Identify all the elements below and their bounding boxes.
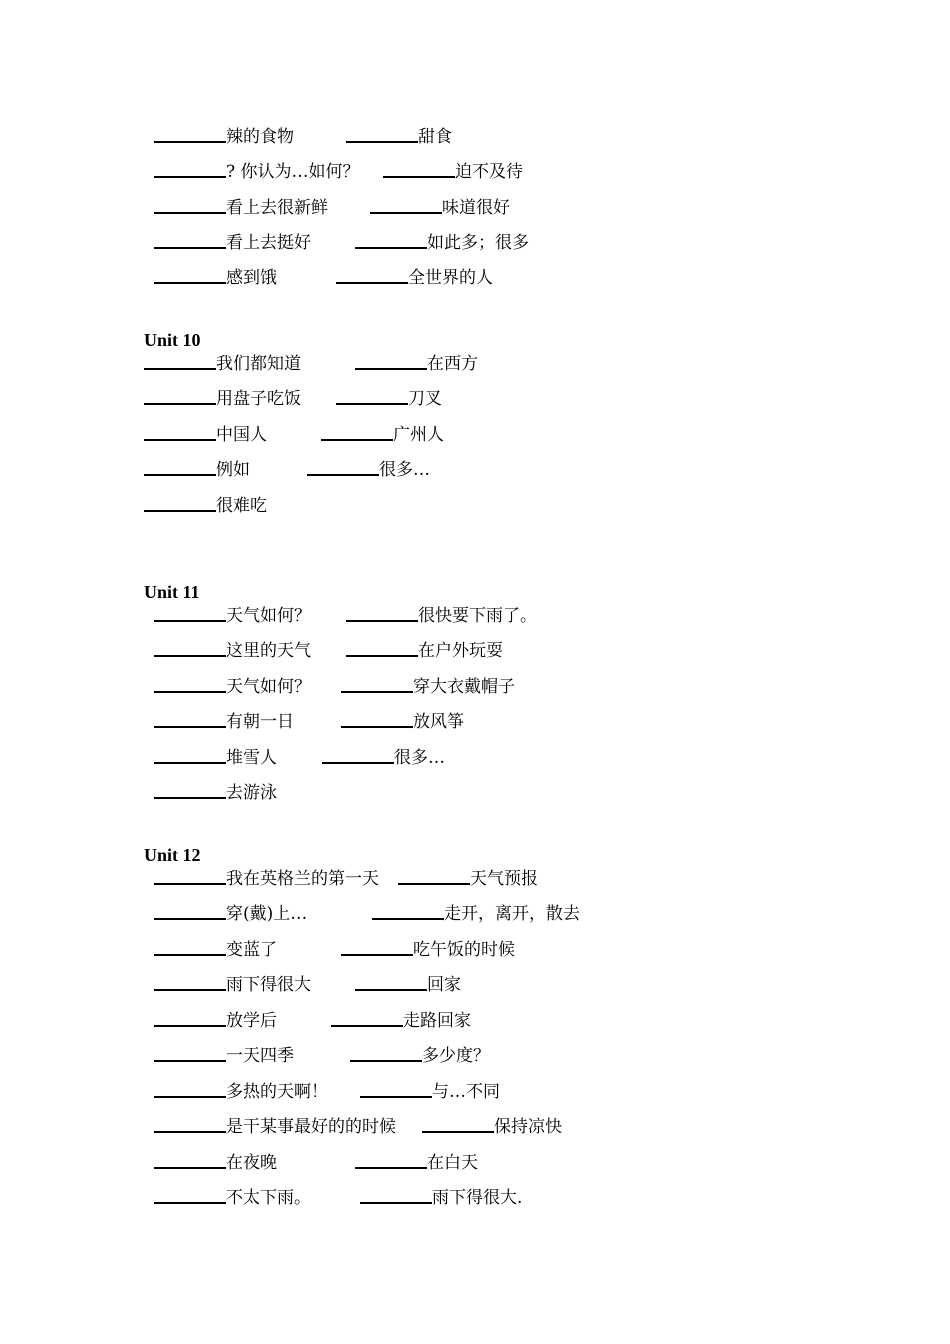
worksheet-row bbox=[154, 1114, 854, 1140]
prompt-text: 例如 bbox=[216, 460, 250, 480]
worksheet-row bbox=[144, 351, 844, 377]
prompt-text: 在西方 bbox=[427, 354, 478, 374]
prompt-text: 回家 bbox=[427, 975, 461, 995]
worksheet-row bbox=[144, 457, 844, 483]
answer-blank[interactable] bbox=[154, 937, 226, 956]
prompt-text: 吃午饭的时候 bbox=[413, 940, 515, 960]
prompt-text: 雨下得很大. bbox=[432, 1188, 523, 1208]
answer-blank[interactable] bbox=[422, 1114, 494, 1133]
worksheet-row bbox=[154, 901, 854, 927]
prompt-text: ? 你认为…如何？ bbox=[226, 162, 360, 182]
prompt-text: 我在英格兰的第一天 bbox=[226, 869, 379, 889]
prompt-text: 迫不及待 bbox=[455, 162, 523, 182]
prompt-text: 如此多；很多 bbox=[427, 233, 529, 253]
prompt-text: 在夜晚 bbox=[226, 1153, 277, 1173]
answer-blank[interactable] bbox=[154, 866, 226, 885]
answer-blank[interactable] bbox=[154, 1185, 226, 1204]
answer-blank[interactable] bbox=[346, 638, 418, 657]
prompt-text: 一天四季 bbox=[226, 1046, 294, 1066]
answer-blank[interactable] bbox=[154, 972, 226, 991]
worksheet-row bbox=[144, 386, 844, 412]
answer-blank[interactable] bbox=[321, 422, 393, 441]
prompt-text: 是干某事最好的的时候 bbox=[226, 1117, 396, 1137]
prompt-text: 天气预报 bbox=[470, 869, 538, 889]
worksheet-row bbox=[154, 674, 854, 700]
prompt-text: 很多… bbox=[394, 748, 445, 768]
worksheet-row bbox=[154, 709, 854, 735]
prompt-text: 看上去挺好 bbox=[226, 233, 311, 253]
prompt-text: 堆雪人 bbox=[226, 748, 277, 768]
answer-blank[interactable] bbox=[346, 603, 418, 622]
prompt-text: 甜食 bbox=[418, 127, 452, 147]
answer-blank[interactable] bbox=[144, 351, 216, 370]
prompt-text: 用盘子吃饭 bbox=[216, 389, 301, 409]
answer-blank[interactable] bbox=[360, 1185, 432, 1204]
worksheet-row bbox=[154, 603, 854, 629]
answer-blank[interactable] bbox=[144, 457, 216, 476]
prompt-text: 多热的天啊！ bbox=[226, 1082, 328, 1102]
answer-blank[interactable] bbox=[154, 709, 226, 728]
answer-blank[interactable] bbox=[341, 937, 413, 956]
worksheet-row bbox=[154, 780, 854, 806]
prompt-text: 全世界的人 bbox=[408, 268, 493, 288]
answer-blank[interactable] bbox=[355, 972, 427, 991]
worksheet-row bbox=[154, 1185, 854, 1211]
worksheet-row bbox=[154, 159, 854, 185]
worksheet-row bbox=[154, 1008, 854, 1034]
answer-blank[interactable] bbox=[154, 1079, 226, 1098]
prompt-text: 辣的食物 bbox=[226, 127, 294, 147]
worksheet-row bbox=[154, 972, 854, 998]
answer-blank[interactable] bbox=[322, 745, 394, 764]
answer-blank[interactable] bbox=[331, 1008, 403, 1027]
prompt-text: 不太下雨。 bbox=[226, 1188, 311, 1208]
worksheet-row bbox=[154, 1079, 854, 1105]
prompt-text: 中国人 bbox=[216, 425, 267, 445]
prompt-text: 雨下得很大 bbox=[226, 975, 311, 995]
prompt-text: 在户外玩耍 bbox=[418, 641, 503, 661]
prompt-text: 在白天 bbox=[427, 1153, 478, 1173]
prompt-text: 穿(戴)上… bbox=[226, 904, 308, 924]
prompt-text: 变蓝了 bbox=[226, 940, 277, 960]
worksheet-row bbox=[154, 638, 854, 664]
prompt-text: 很难吃 bbox=[216, 496, 267, 516]
prompt-text: 多少度？ bbox=[422, 1046, 490, 1066]
answer-blank[interactable] bbox=[154, 1114, 226, 1133]
answer-blank[interactable] bbox=[372, 901, 444, 920]
answer-blank[interactable] bbox=[154, 780, 226, 799]
prompt-text: 很快要下雨了。 bbox=[418, 606, 537, 626]
answer-blank[interactable] bbox=[144, 386, 216, 405]
answer-blank[interactable] bbox=[154, 195, 226, 214]
answer-blank[interactable] bbox=[154, 745, 226, 764]
worksheet-row bbox=[144, 422, 844, 448]
answer-blank[interactable] bbox=[360, 1079, 432, 1098]
answer-blank[interactable] bbox=[307, 457, 379, 476]
prompt-text: 保持凉快 bbox=[494, 1117, 562, 1137]
worksheet-row bbox=[154, 1043, 854, 1069]
answer-blank[interactable] bbox=[154, 901, 226, 920]
prompt-text: 刀叉 bbox=[408, 389, 442, 409]
answer-blank[interactable] bbox=[355, 1150, 427, 1169]
answer-blank[interactable] bbox=[154, 1043, 226, 1062]
answer-blank[interactable] bbox=[154, 603, 226, 622]
prompt-text: 有朝一日 bbox=[226, 712, 294, 732]
worksheet-row bbox=[154, 195, 854, 221]
answer-blank[interactable] bbox=[370, 195, 442, 214]
answer-blank[interactable] bbox=[154, 265, 226, 284]
answer-blank[interactable] bbox=[154, 124, 226, 143]
prompt-text: 天气如何？ bbox=[226, 677, 311, 697]
worksheet-row bbox=[154, 1150, 854, 1176]
prompt-text: 很多… bbox=[379, 460, 430, 480]
prompt-text: 走路回家 bbox=[403, 1011, 471, 1031]
prompt-text: 广州人 bbox=[393, 425, 444, 445]
prompt-text: 放风筝 bbox=[413, 712, 464, 732]
answer-blank[interactable] bbox=[355, 351, 427, 370]
prompt-text: 这里的天气 bbox=[226, 641, 311, 661]
answer-blank[interactable] bbox=[355, 230, 427, 249]
answer-blank[interactable] bbox=[144, 422, 216, 441]
answer-blank[interactable] bbox=[346, 124, 418, 143]
answer-blank[interactable] bbox=[154, 638, 226, 657]
unit-heading: Unit 12 bbox=[144, 845, 201, 865]
answer-blank[interactable] bbox=[154, 159, 226, 178]
answer-blank[interactable] bbox=[398, 866, 470, 885]
worksheet-row bbox=[144, 493, 844, 519]
prompt-text: 天气如何？ bbox=[226, 606, 311, 626]
unit-heading: Unit 10 bbox=[144, 330, 201, 350]
prompt-text: 去游泳 bbox=[226, 783, 277, 803]
answer-blank[interactable] bbox=[341, 709, 413, 728]
answer-blank[interactable] bbox=[154, 674, 226, 693]
answer-blank[interactable] bbox=[154, 230, 226, 249]
answer-blank[interactable] bbox=[336, 386, 408, 405]
worksheet-row bbox=[154, 745, 854, 771]
answer-blank[interactable] bbox=[383, 159, 455, 178]
answer-blank[interactable] bbox=[144, 493, 216, 512]
unit-heading: Unit 11 bbox=[144, 582, 200, 602]
answer-blank[interactable] bbox=[336, 265, 408, 284]
prompt-text: 与…不同 bbox=[432, 1082, 500, 1102]
answer-blank[interactable] bbox=[154, 1008, 226, 1027]
prompt-text: 我们都知道 bbox=[216, 354, 301, 374]
answer-blank[interactable] bbox=[341, 674, 413, 693]
worksheet-row bbox=[154, 230, 854, 256]
prompt-text: 感到饿 bbox=[226, 268, 277, 288]
prompt-text: 走开，离开，散去 bbox=[444, 904, 580, 924]
prompt-text: 看上去很新鲜 bbox=[226, 198, 328, 218]
prompt-text: 穿大衣戴帽子 bbox=[413, 677, 515, 697]
worksheet-row bbox=[154, 937, 854, 963]
prompt-text: 放学后 bbox=[226, 1011, 277, 1031]
worksheet-row bbox=[154, 866, 854, 892]
answer-blank[interactable] bbox=[350, 1043, 422, 1062]
worksheet-row bbox=[154, 265, 854, 291]
answer-blank[interactable] bbox=[154, 1150, 226, 1169]
worksheet-row bbox=[154, 124, 854, 150]
prompt-text: 味道很好 bbox=[442, 198, 510, 218]
